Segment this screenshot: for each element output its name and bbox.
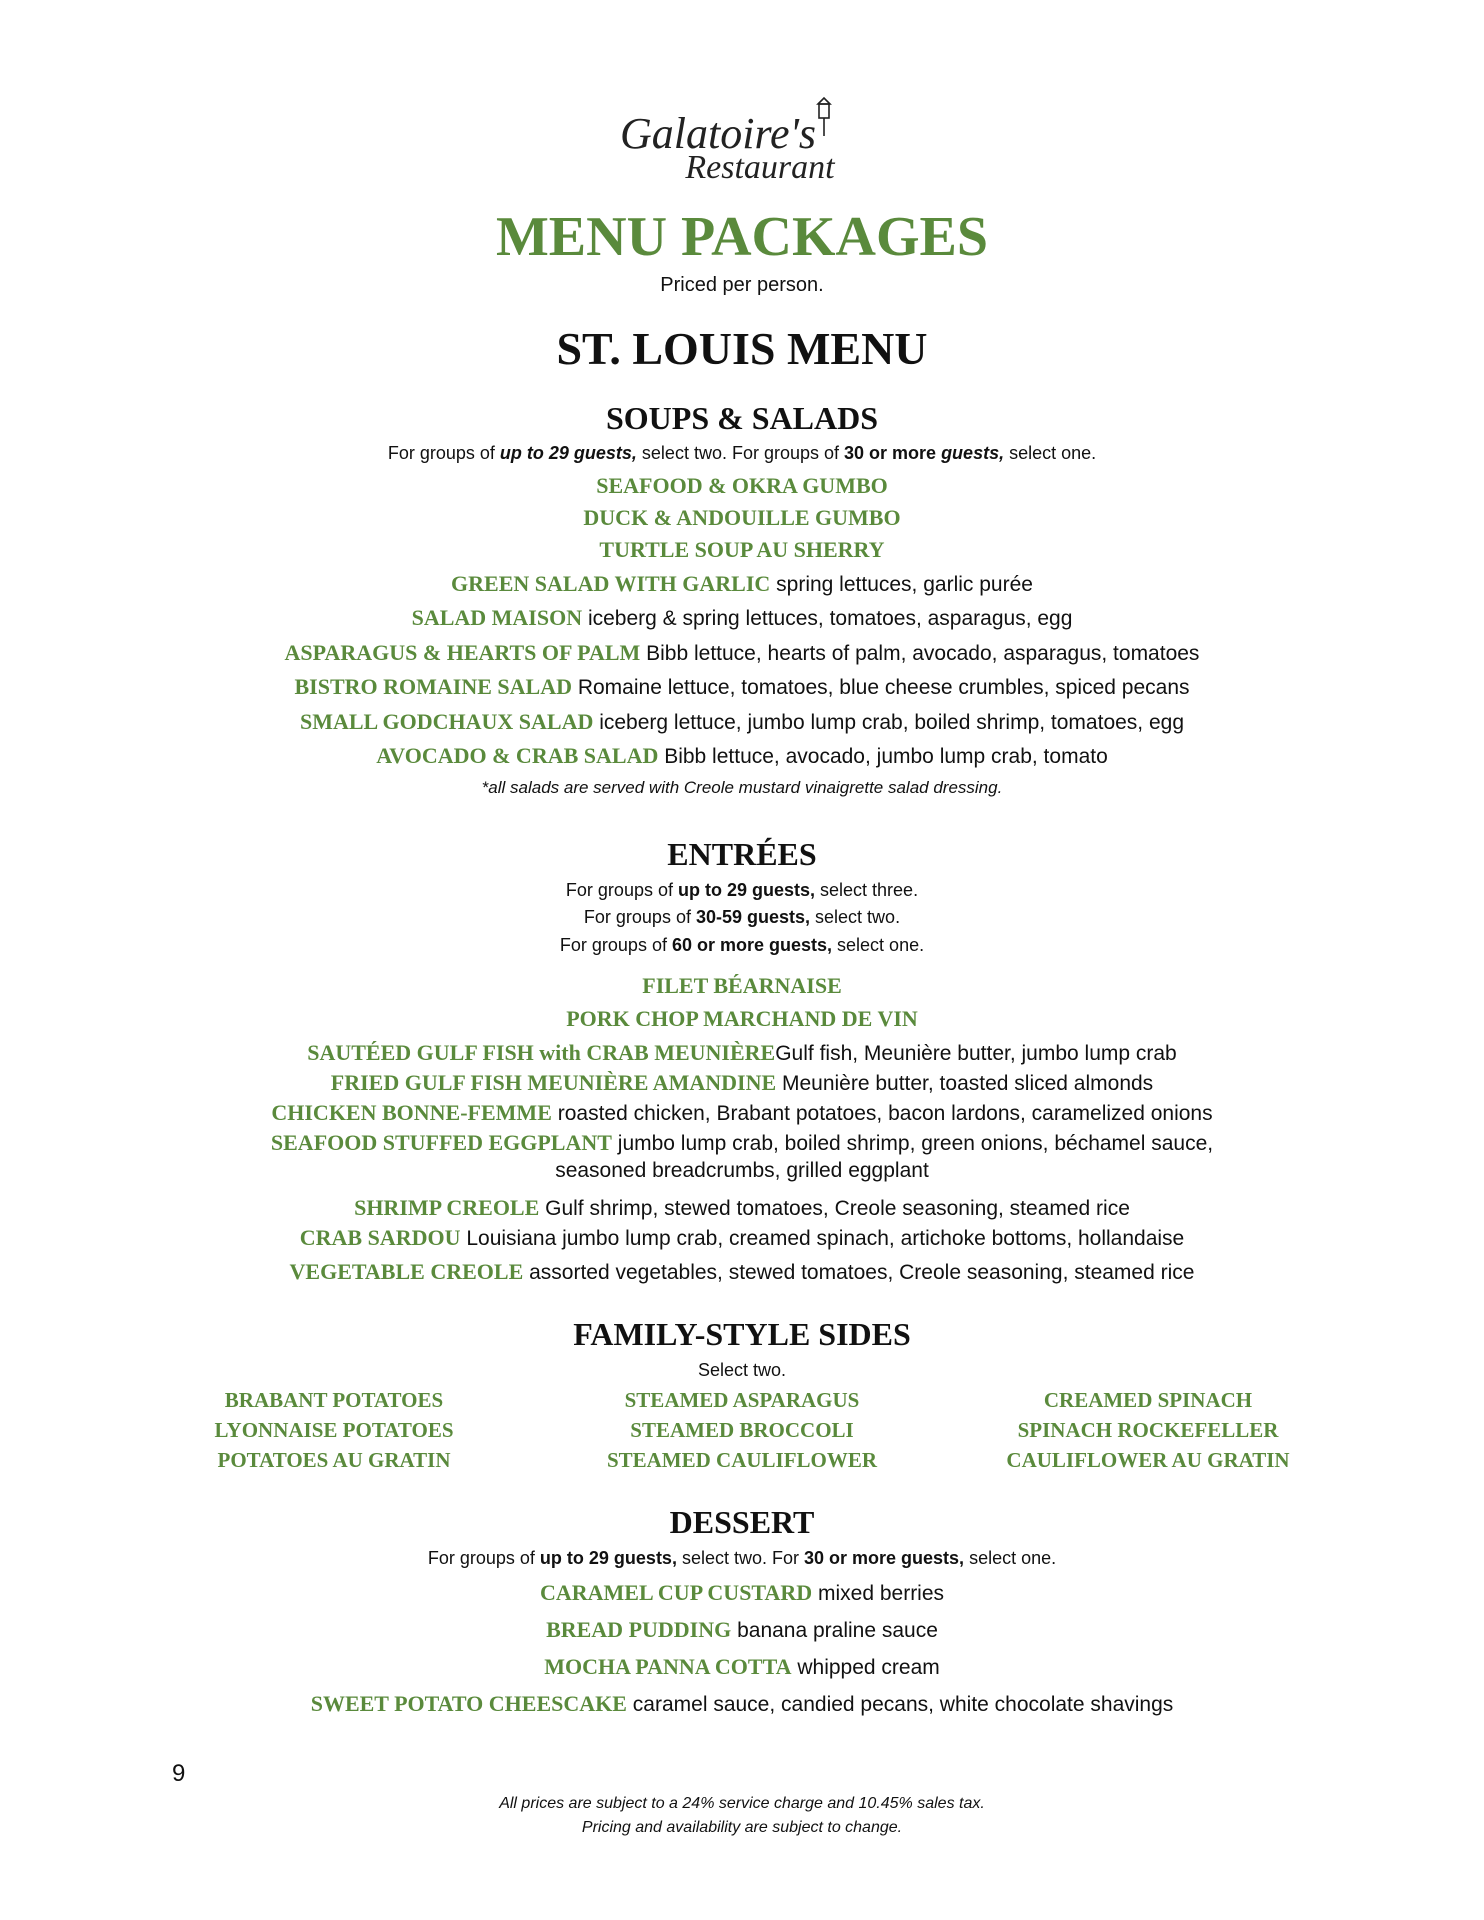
entree-item: PORK CHOP MARCHAND DE VIN	[566, 1006, 918, 1031]
entree-item: FRIED GULF FISH MEUNIÈRE AMANDINE Meunière butter, toasted sliced almonds	[330, 1070, 1154, 1095]
sides-column-2	[562, 1385, 922, 1475]
lamp-post-icon	[818, 98, 830, 136]
dessert-item: BREAD PUDDING banana praline sauce	[546, 1617, 938, 1642]
salad-item: SALAD MAISON iceberg & spring lettuces, tomatoes, asparagus, egg	[411, 605, 1073, 630]
dessert-item: CARAMEL CUP CUSTARD mixed berries	[539, 1580, 945, 1605]
section-heading-sides: FAMILY-STYLE SIDES	[573, 1316, 911, 1352]
dessert-note: For groups of up to 29 guests, select two. For 30 or more guests, select one.	[427, 1548, 1057, 1568]
entree-item: CHICKEN BONNE-FEMME roasted chicken, Brabant potatoes, bacon lardons, caramelized onions	[271, 1100, 1213, 1125]
section-heading-soups-salads: SOUPS & SALADS	[605, 400, 879, 436]
footer-line-1: All prices are subject to a 24% service charge and 10.45% sales tax.	[499, 1795, 985, 1812]
entree-item: SAUTÉED GULF FISH with CRAB MEUNIÈREGulf fish, Meunière butter, jumbo lump crab	[307, 1040, 1177, 1065]
entrees-note: For groups of 30-59 guests, select two.	[583, 907, 901, 927]
sides-column-3	[968, 1385, 1328, 1475]
page-number: 9	[172, 1760, 186, 1787]
page-title: MENU PACKAGES	[495, 206, 989, 268]
side-item: LYONNAISE POTATOES	[214, 1418, 454, 1442]
section-heading-dessert: DESSERT	[669, 1504, 815, 1540]
soup-item: TURTLE SOUP AU SHERRY	[599, 537, 885, 562]
footer-line-2: Pricing and availability are subject to change.	[581, 1819, 903, 1836]
entree-item: SHRIMP CREOLE Gulf shrimp, stewed tomatoes, Creole seasoning, steamed rice	[354, 1195, 1130, 1220]
logo-line1: Galatoire's	[620, 109, 817, 158]
entree-item: VEGETABLE CREOLE assorted vegetables, stewed tomatoes, Creole seasoning, steamed rice	[289, 1259, 1195, 1284]
section-heading-entrees: ENTRÉES	[667, 836, 817, 872]
entree-item: SEAFOOD STUFFED EGGPLANT jumbo lump crab, boiled shrimp, green onions, béchamel sauce,	[270, 1130, 1214, 1155]
salads-footnote: *all salads are served with Creole mustard vinaigrette salad dressing.	[481, 778, 1003, 797]
side-item: POTATOES AU GRATIN	[217, 1448, 451, 1472]
dessert-item: SWEET POTATO CHEESCAKE caramel sauce, candied pecans, white chocolate shavings	[310, 1691, 1174, 1716]
sides-note: Select two.	[697, 1360, 787, 1380]
menu-title: ST. LOUIS MENU	[556, 323, 928, 374]
salad-item: SMALL GODCHAUX SALAD iceberg lettuce, jumbo lump crab, boiled shrimp, tomatoes, egg	[299, 709, 1185, 734]
side-item: STEAMED BROCCOLI	[630, 1418, 854, 1442]
galatoires-logo	[620, 96, 870, 186]
side-item: STEAMED ASPARAGUS	[624, 1388, 860, 1412]
soup-item: SEAFOOD & OKRA GUMBO	[596, 473, 888, 498]
salad-item: AVOCADO & CRAB SALAD Bibb lettuce, avocado, jumbo lump crab, tomato	[376, 743, 1108, 768]
sides-column-1	[154, 1385, 514, 1475]
priced-note: Priced per person.	[660, 274, 824, 296]
soup-item: DUCK & ANDOUILLE GUMBO	[583, 505, 901, 530]
side-item: CREAMED SPINACH	[1043, 1388, 1253, 1412]
side-item: SPINACH ROCKEFELLER	[1017, 1418, 1279, 1442]
entree-item: CRAB SARDOU Louisiana jumbo lump crab, creamed spinach, artichoke bottoms, hollandaise	[299, 1225, 1185, 1250]
dessert-item: MOCHA PANNA COTTA whipped cream	[544, 1654, 940, 1679]
entrees-note: For groups of 60 or more guests, select one.	[559, 935, 925, 955]
entree-item-continued: seasoned breadcrumbs, grilled eggplant	[555, 1159, 929, 1182]
salad-item: ASPARAGUS & HEARTS OF PALM Bibb lettuce, hearts of palm, avocado, asparagus, tomatoes	[284, 640, 1200, 665]
side-item: STEAMED CAULIFLOWER	[606, 1448, 878, 1472]
salad-item: BISTRO ROMAINE SALAD Romaine lettuce, tomatoes, blue cheese crumbles, spiced pecans	[294, 674, 1190, 699]
side-item: BRABANT POTATOES	[224, 1388, 444, 1412]
logo-line2: Restaurant	[685, 149, 835, 186]
salad-item: GREEN SALAD WITH GARLIC spring lettuces, garlic purée	[451, 571, 1033, 596]
entree-item: FILET BÉARNAISE	[642, 973, 842, 998]
entrees-note: For groups of up to 29 guests, select three.	[565, 880, 919, 900]
side-item: CAULIFLOWER AU GRATIN	[1006, 1448, 1290, 1472]
soups-salads-note: For groups of up to 29 guests, select two. For groups of 30 or more guests, select one.	[387, 443, 1097, 463]
